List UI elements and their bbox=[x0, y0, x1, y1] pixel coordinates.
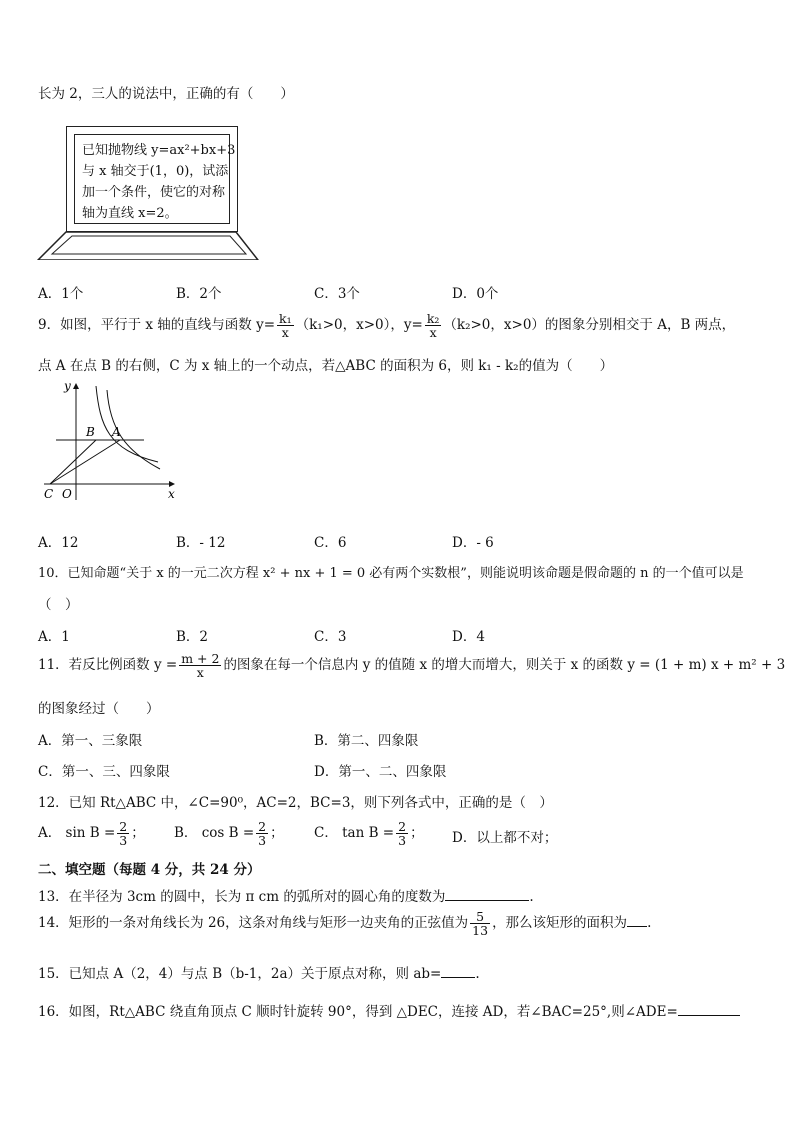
q12-option-c-sep: ； bbox=[410, 825, 424, 842]
q12-option-c-den: 3 bbox=[398, 833, 407, 849]
q14-line bbox=[38, 910, 651, 937]
q12-option-b-num: 2 bbox=[258, 819, 267, 834]
q14-text-a: 14．矩形的一条对角线长为 26，这条对角线与矩形一边夹角的正弦值为 bbox=[38, 915, 469, 932]
q10-line1: 10．已知命题“关于 x 的一元二次方程 x² + nx + 1 = 0 必有两个实数根”，则能说明该命题是假命题的 n 的一个值可以是 bbox=[38, 566, 744, 581]
q14-end: . bbox=[647, 915, 652, 932]
q10-option-d: D．4 bbox=[452, 629, 485, 645]
q9-option-d: D．- 6 bbox=[452, 535, 494, 551]
q9-graph-figure bbox=[40, 376, 190, 504]
laptop-keyboard-icon bbox=[36, 120, 262, 260]
q12-option-b-den: 3 bbox=[258, 833, 267, 849]
q10-line2: （ ） bbox=[38, 597, 79, 613]
q9-fraction-2 bbox=[425, 312, 442, 339]
q9-fig-label-o: O bbox=[62, 487, 72, 501]
q12-option-a-fraction bbox=[117, 820, 129, 847]
q12-option-b bbox=[174, 820, 284, 847]
q13-end: . bbox=[529, 889, 534, 905]
laptop-text-line: 轴为直线 x=2。 bbox=[82, 206, 178, 221]
q11-text-b: 的图象在每一个信息内 y 的值随 x 的增大而增大，则关于 x 的函数 y = (1 + m) x + m² + 3 bbox=[223, 657, 786, 674]
q9-option-a: A．12 bbox=[38, 535, 79, 551]
q9-frac2-num: k₂ bbox=[426, 311, 440, 326]
q12-option-b-label: B． cos B = bbox=[174, 825, 255, 842]
q12-option-c-fraction bbox=[396, 820, 408, 847]
q9-text-b: （k₁>0，x>0），y= bbox=[295, 317, 423, 334]
q11-option-c: C．第一、三、四象限 bbox=[38, 764, 170, 780]
q12-option-b-fraction bbox=[256, 820, 268, 847]
q12-option-a-sep: ； bbox=[131, 825, 145, 842]
laptop-text-line: 加一个条件，使它的对称 bbox=[82, 185, 226, 200]
q13-line bbox=[38, 885, 534, 905]
q9-frac1-num: k₁ bbox=[279, 311, 292, 326]
q15-end: . bbox=[475, 966, 480, 982]
q16-line bbox=[38, 1000, 740, 1020]
q10-option-c: C．3 bbox=[314, 629, 347, 645]
q12-option-a-den: 3 bbox=[119, 833, 128, 849]
q9-fig-label-x: x bbox=[168, 487, 175, 501]
q8-option-b: B．2个 bbox=[176, 286, 222, 302]
q9-fig-label-a: A bbox=[112, 425, 121, 439]
q12-options-row bbox=[38, 819, 758, 849]
q9-frac1-den: x bbox=[281, 325, 289, 341]
q14-text-b: ，那么该矩形的面积为 bbox=[492, 915, 628, 932]
laptop-text-line: 已知抛物线 y=ax²+bx+3 bbox=[82, 143, 236, 158]
q9-fig-label-b: B bbox=[86, 425, 95, 439]
q10-option-b: B．2 bbox=[176, 629, 209, 645]
q8-option-c: C．3个 bbox=[314, 286, 360, 302]
q9-fraction-1 bbox=[277, 312, 294, 339]
q12-option-c-num: 2 bbox=[398, 819, 407, 834]
q11-text-a: 11．若反比例函数 y = bbox=[38, 657, 178, 674]
q11-line1 bbox=[38, 652, 785, 679]
q9-line2: 点 A 在点 B 的右侧，C 为 x 轴上的一个动点，若△ABC 的面积为 6，则 k₁ - k₂的值为（ ） bbox=[38, 358, 614, 374]
q9-text-c: （k₂>0，x>0）的图象分别相交于 A，B 两点， bbox=[443, 317, 736, 334]
q12-option-c-label: C． tan B = bbox=[314, 825, 395, 842]
q11-line2: 的图象经过（ ） bbox=[38, 701, 160, 717]
q8-option-d: D．0个 bbox=[452, 286, 499, 302]
q11-option-b: B．第二、四象限 bbox=[314, 733, 419, 749]
q11-fraction bbox=[179, 652, 221, 679]
q9-option-c: C．6 bbox=[314, 535, 347, 551]
q15-answer-blank bbox=[441, 964, 475, 978]
laptop-figure bbox=[36, 120, 262, 260]
q9-frac2-den: x bbox=[429, 325, 437, 341]
q9-option-b: B．- 12 bbox=[176, 535, 226, 551]
q12-option-d: D．以上都不对； bbox=[452, 830, 558, 846]
q16-text: 16．如图，Rt△ABC 绕直角顶点 C 顺时针旋转 90°，得到 △DEC，连接 AD，若∠BAC=25°,则∠ADE= bbox=[38, 1004, 678, 1020]
q12-option-b-sep: ； bbox=[270, 825, 284, 842]
q11-frac-den: x bbox=[196, 665, 204, 681]
q12-line1: 12．已知 Rt△ABC 中，∠C=90⁰，AC=2，BC=3，则下列各式中，正确的是（ ） bbox=[38, 795, 553, 811]
q10-option-a: A．1 bbox=[38, 629, 70, 645]
q12-option-a-label: A． sin B = bbox=[38, 825, 116, 842]
q15-text: 15．已知点 A（2，4）与点 B（b-1，2a）关于原点对称，则 ab= bbox=[38, 966, 442, 982]
q14-answer-blank bbox=[627, 913, 647, 927]
q12-option-a bbox=[38, 820, 145, 847]
laptop-text-line: 与 x 轴交于(1，0)，试添 bbox=[82, 164, 229, 179]
q13-answer-blank bbox=[445, 887, 529, 901]
q14-fraction bbox=[470, 910, 490, 937]
q11-option-d: D．第一、二、四象限 bbox=[314, 764, 447, 780]
section-heading: 二、填空题（每题 4 分，共 24 分） bbox=[38, 862, 261, 878]
q11-option-a: A．第一、三象限 bbox=[38, 733, 143, 749]
intro-line: 长为 2，三人的说法中，正确的有（ ） bbox=[38, 86, 294, 102]
q13-text: 13．在半径为 3cm 的圆中，长为 π cm 的弧所对的圆心角的度数为 bbox=[38, 889, 446, 905]
q9-line1 bbox=[38, 312, 735, 339]
q11-frac-num: m + 2 bbox=[181, 651, 220, 666]
q14-frac-den: 13 bbox=[472, 923, 489, 939]
q15-line bbox=[38, 962, 480, 982]
q14-frac-num: 5 bbox=[470, 910, 490, 924]
q9-fig-label-y: y bbox=[64, 379, 71, 393]
q9-fig-label-c: C bbox=[44, 487, 54, 501]
q16-answer-blank bbox=[678, 1002, 740, 1016]
q9-text-a: 9．如图，平行于 x 轴的直线与函数 y= bbox=[38, 317, 276, 334]
q8-option-a: A．1个 bbox=[38, 286, 84, 302]
q12-option-a-num: 2 bbox=[119, 819, 128, 834]
q12-option-c bbox=[314, 820, 424, 847]
